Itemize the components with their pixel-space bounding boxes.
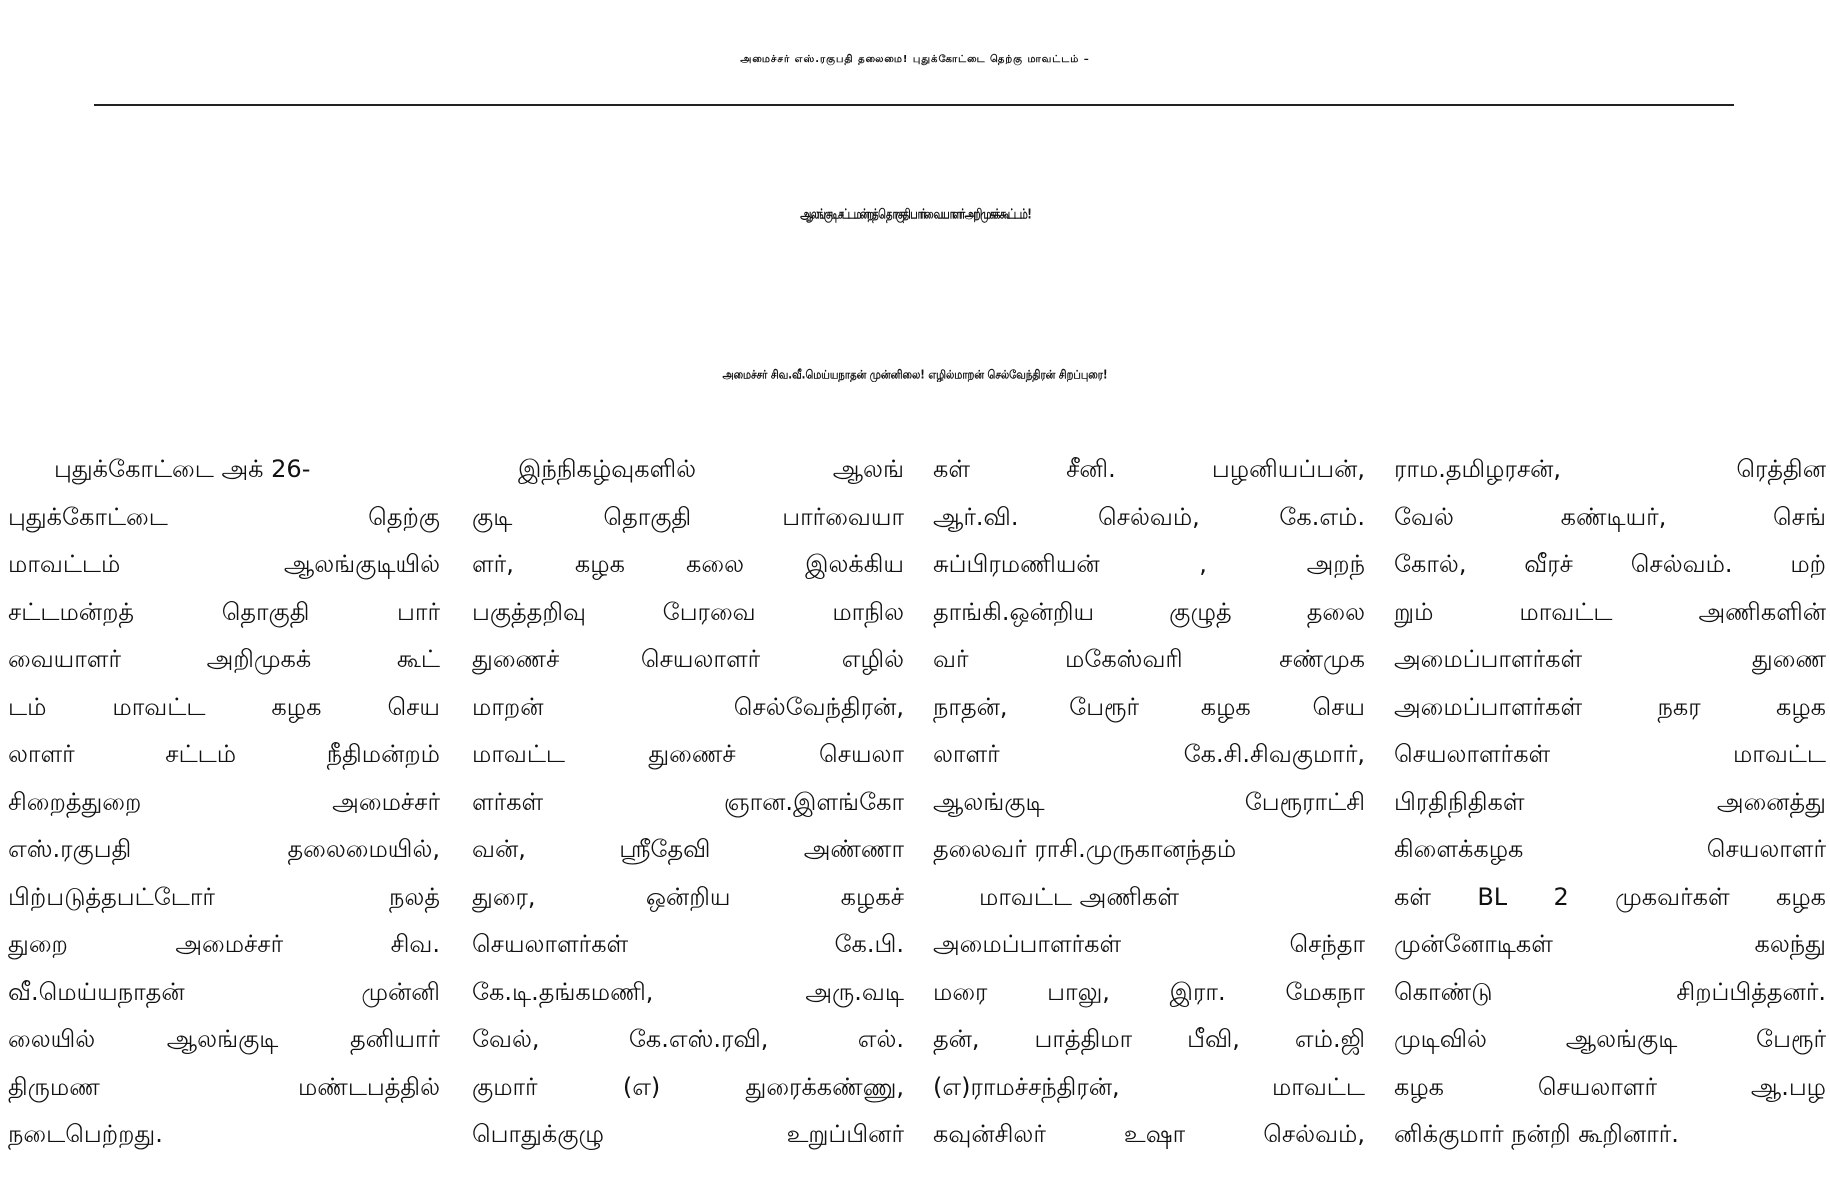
article-line: மாறன் செல்வேந்திரன், [472, 692, 904, 721]
article-line: ஆலங்குடி பேரூராட்சி [933, 787, 1365, 816]
article-line: கிளைக்கழக செயலாளர் [1394, 835, 1826, 863]
article-line: முன்னோடிகள் கலந்து [1394, 930, 1826, 958]
article-line: திருமண மண்டபத்தில் [8, 1072, 440, 1101]
article-line: செயலாளர்கள் கே.பி. [472, 930, 904, 958]
article-line: கே.டி.தங்கமணி, அரு.வடி [472, 977, 904, 1006]
article-line: வையாளர் அறிமுகக் கூட் [8, 645, 440, 673]
article-line: லாளர் கே.சி.சிவகுமார், [933, 740, 1365, 768]
article-line: அமைப்பாளர்கள் நகர கழக [1394, 692, 1826, 721]
article-line: புதுக்கோட்டை தெற்கு [8, 502, 440, 531]
article-line: இந்நிகழ்வுகளில் ஆலங் [518, 455, 904, 483]
article-line: துறை அமைச்சர் சிவ. [8, 930, 440, 958]
article-line: வேல் கண்டியர், செங் [1394, 502, 1826, 531]
article-line: சட்டமன்றத் தொகுதி பார் [8, 597, 440, 626]
article-column-1 [8, 446, 440, 1159]
article-column-3 [933, 446, 1365, 1159]
main-headline: ஆலங்குடி சட்டமன்றத் தொகுதி பார்வையாளர் அறிமுகக் கூட்டம் ! [800, 207, 1030, 223]
article-line: பிரதிநிதிகள் அனைத்து [1394, 787, 1826, 816]
article-line: சுப்பிரமணியன் , அறந் [933, 550, 1365, 578]
article-line: டம் மாவட்ட கழக செய [8, 692, 440, 721]
article-line: அமைப்பாளர்கள் செந்தா [933, 930, 1365, 958]
article-line: பகுத்தறிவு பேரவை மாநில [472, 597, 904, 626]
article-line: எஸ்.ரகுபதி தலைமையில், [8, 835, 440, 863]
article-line: குடி தொகுதி பார்வையா [472, 502, 904, 531]
article-line: மாவட்ட துணைச் செயலா [472, 740, 904, 768]
article-line: துணைச் செயலாளர் எழில் [472, 645, 904, 673]
sub-headline: அமைச்சர் சிவ.வீ.மெய்யநாதன் முன்னிலை! எழில்மாறன் செல்வேந்திரன் சிறப்புரை! [722, 368, 1108, 382]
article-line: தாங்கி.ஒன்றிய குழுத் தலை [933, 597, 1365, 626]
article-line: செயலாளர்கள் மாவட்ட [1394, 740, 1826, 768]
article-line: சிறைத்துறை அமைச்சர் [8, 787, 440, 816]
article-line: மாவட்டம் ஆலங்குடியில் [8, 550, 440, 578]
article-line: மாவட்ட அணிகள் [979, 882, 1180, 911]
article-body [8, 446, 1826, 1166]
article-line: லையில் ஆலங்குடி தனியார் [8, 1025, 440, 1053]
article-line: புதுக்கோட்டை அக் 26- [54, 455, 311, 483]
article-column-4 [1394, 446, 1826, 1159]
article-line: கள் சீனி. பழனியப்பன், [933, 455, 1365, 483]
article-line: கொண்டு சிறப்பித்தனர். [1394, 977, 1826, 1006]
article-line: லாளர் சட்டம் நீதிமன்றம் [8, 740, 440, 768]
article-line: தலைவர் ராசி.முருகானந்தம் [933, 835, 1237, 863]
article-line: பொதுக்குழு உறுப்பினர் [472, 1120, 904, 1148]
article-line: றும் மாவட்ட அணிகளின் [1394, 597, 1826, 626]
article-line: கோல், வீரச் செல்வம். மற் [1394, 550, 1826, 578]
article-line: துரை, ஒன்றிய கழகச் [472, 882, 904, 911]
article-line: முடிவில் ஆலங்குடி பேரூர் [1394, 1025, 1826, 1053]
article-line: நடைபெற்றது. [8, 1120, 163, 1148]
article-line: மரை பாலு, இரா. மேகநா [933, 977, 1365, 1006]
article-line: வன், ஸ்ரீதேவி அண்ணா [472, 835, 904, 863]
article-line: அமைப்பாளர்கள் துணை [1394, 645, 1826, 673]
article-line: வர் மகேஸ்வரி சண்முக [933, 645, 1365, 673]
article-line: கழக செயலாளர் ஆ.பழ [1394, 1072, 1826, 1101]
article-line: பிற்படுத்தபட்டோர் நலத் [8, 882, 440, 911]
article-line: ளர்கள் ஞான.இளங்கோ [472, 787, 904, 816]
article-line: வீ.மெய்யநாதன் முன்னி [8, 977, 440, 1006]
article-line: வேல், கே.எஸ்.ரவி, எல். [472, 1025, 904, 1053]
article-line: கள் BL 2 முகவர்கள் கழக [1394, 882, 1826, 911]
article-line: கவுன்சிலர் உஷா செல்வம், [933, 1120, 1365, 1148]
article-line: ராம.தமிழரசன், ரெத்தின [1394, 455, 1826, 483]
article-line: (எ)ராமச்சந்திரன், மாவட்ட [933, 1072, 1365, 1101]
article-line: குமார் (எ) துரைக்கண்ணு, [472, 1072, 904, 1101]
article-line: தன், பாத்திமா பீவி, எம்.ஜி [933, 1025, 1365, 1053]
kicker-headline: அமைச்சர் எஸ்.ரகுபதி தலைமை! புதுக்கோட்டை தெற்கு மாவட்டம் – [740, 54, 1090, 65]
article-column-2 [472, 446, 904, 1159]
article-line: ளர், கழக கலை இலக்கிய [472, 550, 904, 578]
article-line: ஆர்.வி. செல்வம், கே.எம். [933, 502, 1365, 531]
article-line: நாதன், பேரூர் கழக செய [933, 692, 1365, 721]
article-line: னிக்குமார் நன்றி கூறினார். [1394, 1120, 1679, 1148]
